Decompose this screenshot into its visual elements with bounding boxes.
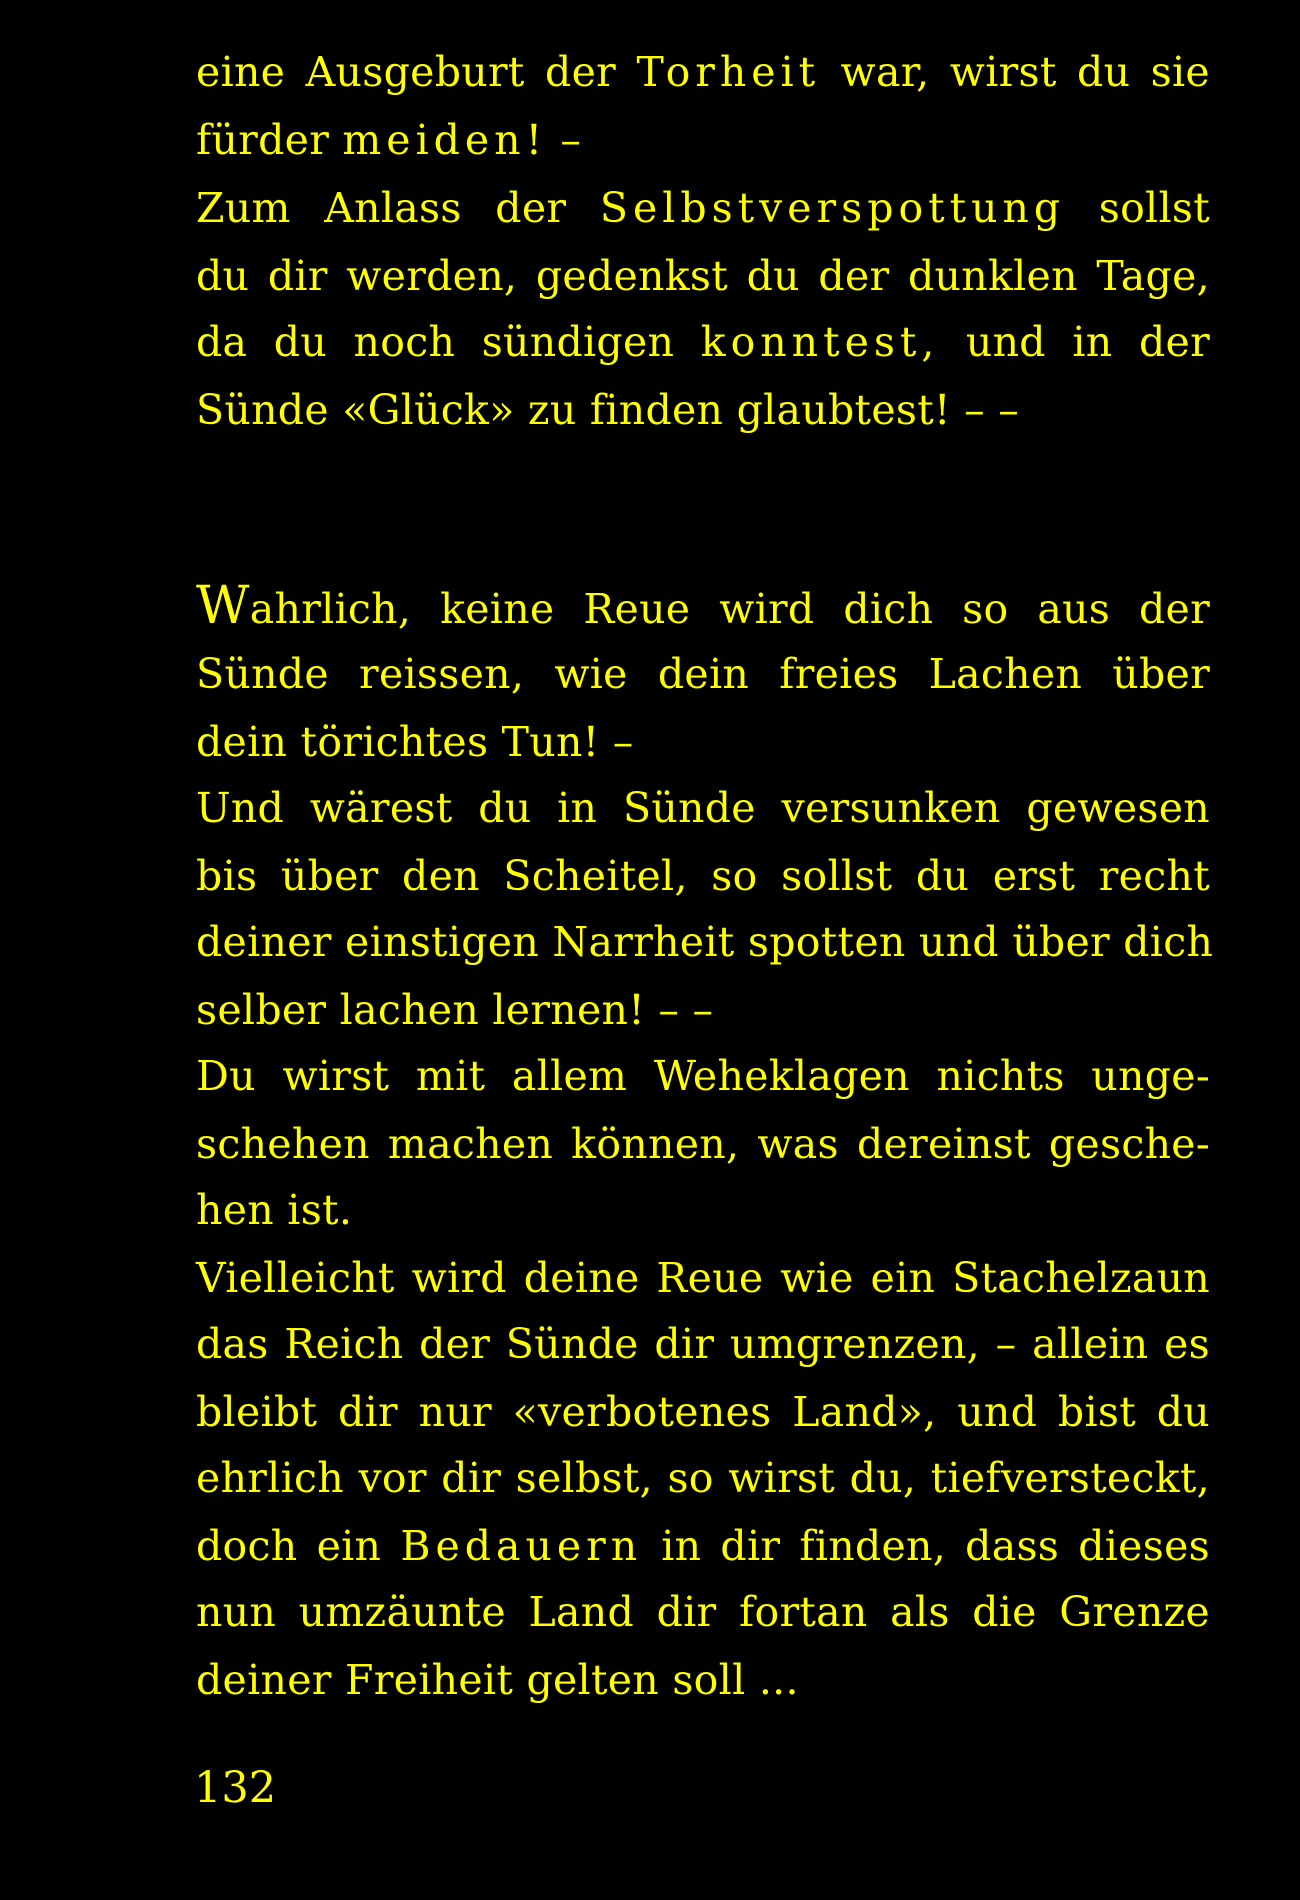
text-line [196,110,1210,170]
spaced-emphasis: meiden! [342,116,548,164]
text-line: selber lachen lernen! – – [196,986,714,1034]
text-line: du dir werden, gedenkst du der dunklen Tage, [196,252,1210,300]
text-line: bis über den Scheitel, so sollst du erst recht [196,852,1210,900]
text-line: hen ist. [196,1186,353,1234]
text-line [196,178,1210,238]
spaced-emphasis: Selbstverspottung [599,184,1066,232]
text-line: dein törichtes Tun! – [196,718,634,766]
text-line [196,42,1210,102]
spaced-emphasis: Torheit [636,48,821,96]
page-number: 132 [194,1763,277,1813]
text-line: Sünde reissen, wie dein freies Lachen über [196,650,1210,698]
text-line: schehen machen können, was dereinst gesche- [196,1120,1210,1168]
text-line [196,576,1210,636]
text-line: deiner Freiheit gelten soll ... [196,1656,799,1704]
text-line [196,312,1210,372]
spaced-emphasis: konntest, [700,318,940,366]
text-segment: war, wirst du sie [820,48,1210,96]
text-line: Sünde «Glück» zu finden glaubtest! – – [196,386,1020,434]
spaced-emphasis: Bedauern [400,1522,643,1570]
text-segment: und in der [939,318,1210,366]
text-segment: in dir finden, dass dieses [642,1522,1210,1570]
text-segment: da du noch sündigen [196,318,701,366]
text-segment: eine Ausgeburt der [196,48,637,96]
text-line: das Reich der Sünde dir umgrenzen, – allein es [196,1320,1210,1368]
drop-cap: W [196,576,250,636]
text-segment: doch ein [196,1522,401,1570]
text-line: Und wärest du in Sünde versunken gewesen [196,784,1210,832]
text-line: deiner einstigen Narrheit spotten und über dich [196,918,1214,966]
text-line: bleibt dir nur «verbotenes Land», und bist du [196,1388,1210,1436]
text-line: Vielleicht wird deine Reue wie ein Stachelzaun [196,1254,1210,1302]
text-line: nun umzäunte Land dir fortan als die Grenze [196,1588,1210,1636]
text-line [196,1516,1210,1576]
text-segment: sollst [1065,184,1210,232]
text-segment: fürder [196,116,343,164]
text-line: Du wirst mit allem Weheklagen nichts unge- [196,1052,1210,1100]
text-segment: Zum Anlass der [196,184,600,232]
text-line: ehrlich vor dir selbst, so wirst du, tiefversteckt, [196,1454,1210,1502]
text-segment: – [547,116,582,164]
text-segment: ahrlich, keine Reue wird dich so aus der [249,585,1210,633]
